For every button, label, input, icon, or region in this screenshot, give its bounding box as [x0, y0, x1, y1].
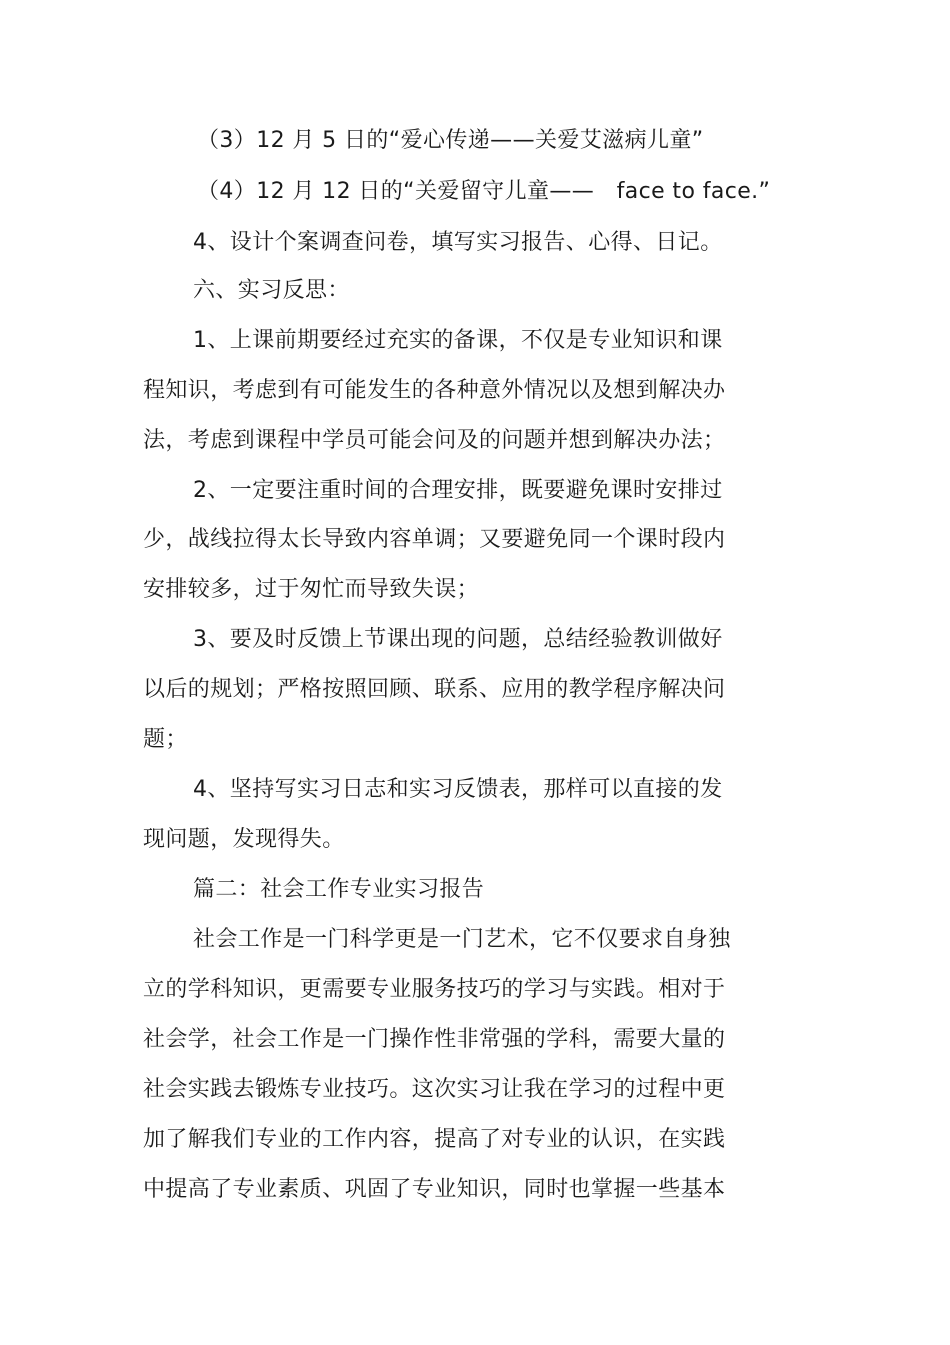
paragraph-line: 中提高了专业素质、巩固了专业知识，同时也掌握一些基本	[143, 1177, 726, 1202]
paragraph-line: 安排较多，过于匆忙而导致失误；	[143, 577, 480, 602]
paragraph-line: 少，战线拉得太长导致内容单调；又要避免同一个课时段内	[143, 527, 726, 552]
paragraph-line: 题；	[143, 727, 188, 752]
paragraph-line: 立的学科知识，更需要专业服务技巧的学习与实践。相对于	[143, 977, 726, 1002]
list-item-activity-3: （3）12 月 5 日的“爱心传递——关爱艾滋病儿童”	[197, 128, 704, 153]
paragraph-line: 社会学，社会工作是一门操作性非常强的学科，需要大量的	[143, 1027, 726, 1052]
paragraph-line: 法，考虑到课程中学员可能会问及的问题并想到解决办法；	[143, 428, 726, 453]
paragraph-line: 程知识，考虑到有可能发生的各种意外情况以及想到解决办	[143, 378, 726, 403]
paragraph-line: 2、一定要注重时间的合理安排，既要避免课时安排过	[193, 478, 723, 503]
paragraph-line: 现问题，发现得失。	[143, 827, 345, 852]
paragraph-line: 社会实践去锻炼专业技巧。这次实习让我在学习的过程中更	[143, 1077, 726, 1102]
paragraph-line: 3、要及时反馈上节课出现的问题，总结经验教训做好	[193, 627, 723, 652]
list-item-survey: 4、设计个案调查问卷，填写实习报告、心得、日记。	[193, 230, 723, 255]
paragraph-line: 社会工作是一门科学更是一门艺术，它不仅要求自身独	[193, 927, 731, 952]
list-item-activity-4: （4）12 月 12 日的“关爱留守儿童—— face to face.”	[197, 179, 771, 204]
section-heading-part-two: 篇二：社会工作专业实习报告	[193, 877, 485, 902]
section-heading-reflection: 六、实习反思：	[193, 278, 350, 303]
paragraph-line: 加了解我们专业的工作内容，提高了对专业的认识，在实践	[143, 1127, 726, 1152]
paragraph-line: 4、坚持写实习日志和实习反馈表，那样可以直接的发	[193, 777, 723, 802]
paragraph-line: 以后的规划；严格按照回顾、联系、应用的教学程序解决问	[143, 677, 726, 702]
paragraph-line: 1、上课前期要经过充实的备课，不仅是专业知识和课	[193, 328, 723, 353]
